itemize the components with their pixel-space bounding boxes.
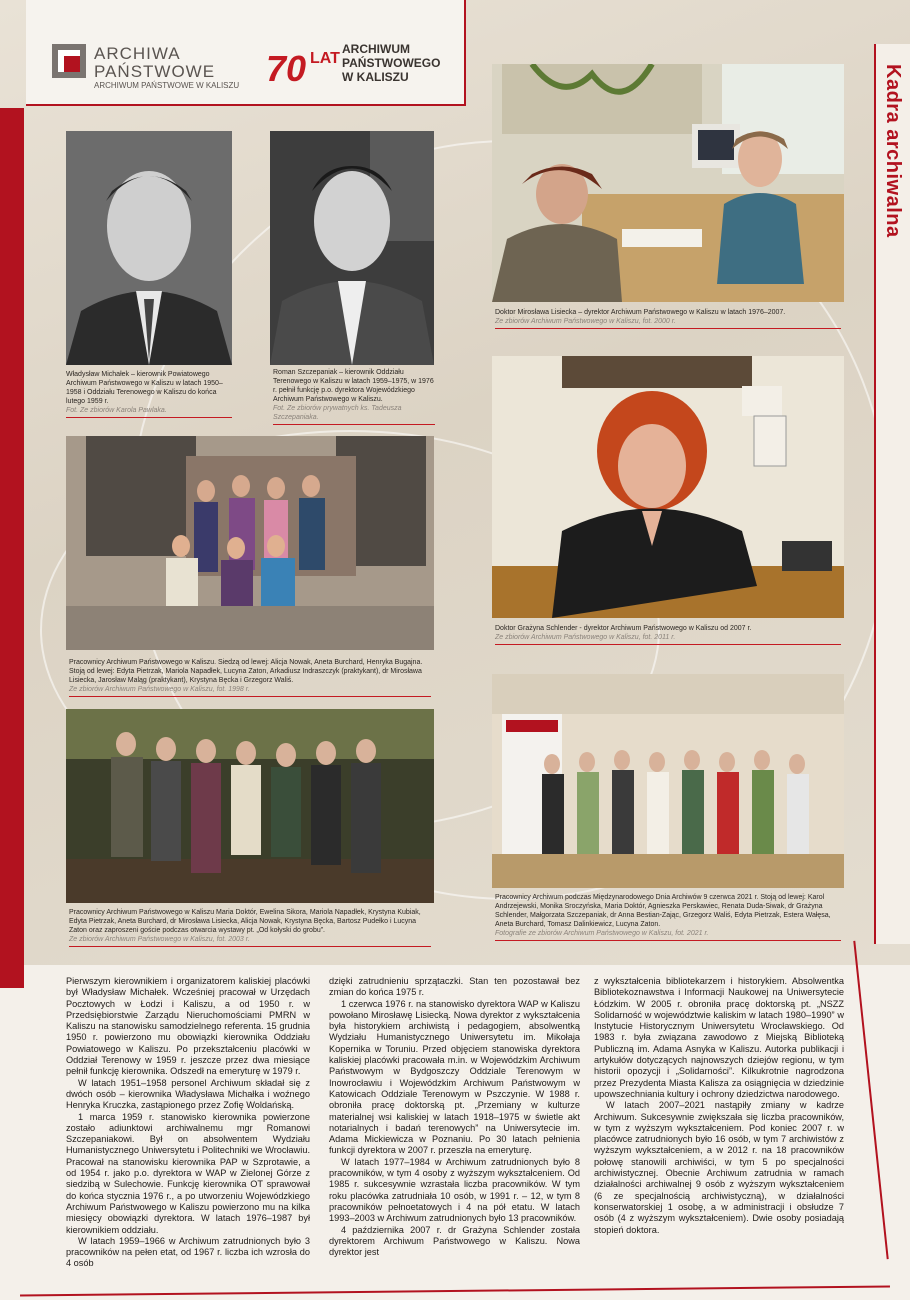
- article-paragraph: dzięki zatrudnieniu sprzątaczki. Stan ten pozostawał bez zmian do końca 1975 r.: [329, 976, 580, 998]
- archiwa-logo-icon: [52, 44, 86, 78]
- caption-text: Pracownicy Archiwum podczas Międzynarodowego Dnia Archiwów 9 czerwca 2021 r. Stoją od lewej: Karol Andrzejewski, Monika Sroczyńska, Maria Doktór, Agnieszka Perskawiec, Renata Duda-Siwak, dr Grażyna Schlender, Małgorzata Szczepaniak, dr Anna Bestian-Zając, Grzegorz Waliś, Edyta Pietrzak, Estera Wałęsa, Aneta Burchard, Tomasz Dalinkiewicz, Lucyna Zaton.: [495, 894, 831, 928]
- article-paragraph: 1 marca 1959 r. stanowisko kierownika powierzone zostało adiunktowi archiwalnemu mgr Romanowi Szczepaniakowi. Był on absolwentem Wydziału Humanistycznego Uniwersytetu i Politechniki we Wrocławiu. Pracował na stanowisku kierownika PAP w Szprotawie, a od 1954 r. jako p.o. dyrektora w WAP w Zielonej Górze z siedzibą w Sulechowie. Funkcję kierownika OT sprawował do końca stycznia 1976 r., a po utworzeniu Wojewódzkiego Archiwum Państwowego w Kaliszu powierzono mu na kilka miesięcy obowiązki dyrektora. W latach 1976–1987 był kierownikiem oddziału.: [66, 1111, 310, 1235]
- caption-text: Doktor Mirosława Lisiecka – dyrektor Archiwum Państwowego w Kaliszu w latach 1976–2007.: [495, 309, 786, 316]
- caption-source: Ze zbiorów Archiwum Państwowego w Kaliszu, fot. 2000 r.: [495, 318, 676, 325]
- caption-source: Fotografie ze zbiorów Archiwum Państwowego w Kaliszu, fot. 2021 r.: [495, 930, 709, 937]
- photo-michalek: [66, 131, 232, 365]
- article-paragraph: 1 czerwca 1976 r. na stanowisko dyrektora WAP w Kaliszu powołano Mirosławę Lisiecką. Nowa dyrektor z wykształcenia była historykiem archiwistą i pedagogiem, absolwentką Wydziału Humanistycznego Uniwersytetu im. Mikołaja Kopernika w Toruniu. Przed objęciem stanowiska dyrektora kaliskiej placówki pracowała m.in. w Wojewódzkim Archiwum Państwowym w Bydgoszczy Oddziale Terenowym w Inowrocławiu i Wojewódzkim Archiwum Państwowym w Katowicach Oddziale Terenowym w Pszczynie. W 1988 r. obroniła pracę doktorską pt. „Przemiany w kulturze materialnej wsi kaliskiej w latach 1918–1975 w świetle akt notarialnych i badań terenowych” na Uniwersytecie im. Adama Mickiewicza w Poznaniu. Po 30 latach pełnienia funkcji dyrektora w 2007 r. przeszła na emeryturę.: [329, 998, 580, 1156]
- photo-szczepaniak: [270, 131, 434, 365]
- caption-source: Fot. Ze zbiorów prywatnych ks. Tadeusza Szczepaniaka.: [273, 405, 402, 421]
- article-paragraph: W latach 1977–1984 w Archiwum zatrudnionych było 8 pracowników, w tym 4 osoby z wyższym wykształceniem. Od 1985 r. sukcesywnie wzrastała liczba pracowników. W tym roku placówka zatrudniała 10 osób, w 1991 r. – 12, w tym 8 pracowników pełnoetatowych i 4 na pół etatu. W latach 1993–2003 w Archiwum zatrudnionych było 13 pracowników.: [329, 1156, 580, 1224]
- anniversary-number: 70: [266, 48, 307, 89]
- section-title: Kadra archiwalna: [882, 64, 904, 238]
- caption-staff-2021: [495, 893, 841, 941]
- left-red-bar: [0, 108, 24, 988]
- photo-staff-2021: [492, 674, 844, 888]
- anniversary-line: PAŃSTWOWEGO: [342, 56, 441, 70]
- article-paragraph: Pierwszym kierownikiem i organizatorem kaliskiej placówki był Władysław Michałek. Wcześniej pracował w Urzędach Pocztowych w Łodzi i Kaliszu, a od 1950 r. w Przedsiębiorstwie Zarządu Nieruchomościami PMRN w Kaliszu na stanowisku samodzielnego referenta. 15 grudnia 1950 r. powierzono mu obowiązki kierownika Oddziału Powiatowego w Kaliszu. Po przekształceniu placówki w Oddział Terenowy w 1959 r. jeszcze przez dwa miesiące pełnił funkcję kierownika. Odszedł na emeryturę w 1979 r.: [66, 976, 310, 1077]
- photo-lisiecka: [492, 64, 844, 302]
- caption-schlender: [495, 624, 841, 645]
- article-paragraph: W latach 2007–2021 nastąpiły zmiany w kadrze Archiwum. Sukcesywnie zwiększała się liczba pracowników, w tym z wyższym wykształceniem. Pod koniec 2007 r. w placówce zatrudnionych było 16 osób, w tym 7 archiwistów z wyższym wykształceniem, a w 2012 r. na 18 pracowników połowę stanowili archiwiści, w tym 5 po specjalności archiwistycznej. Obecnie Archiwum zatrudnia w ramach działalności archiwalnej 9 osób z wyższym wykształceniem (6 ze specjalnością archiwistyczną), w działalności konserwatorskiej 1 osobę, a w administracji i obsłudze 7 osób (4 z wyższym wykształceniem). Dwie osoby posiadają stopień doktora.: [594, 1100, 844, 1235]
- caption-szczepaniak: [273, 368, 435, 425]
- logo-text: ARCHIWA: [94, 44, 181, 63]
- caption-source: Ze zbiorów Archiwum Państwowego w Kaliszu, fot. 2003 r.: [69, 936, 250, 943]
- photo-staff-1998: [66, 436, 434, 650]
- caption-text: Władysław Michałek – kierownik Powiatowego Archiwum Państwowego w Kaliszu w latach 1950–1958 i Oddziału Terenowego w Kaliszu do końca lutego 1959 r.: [66, 371, 223, 405]
- anniversary-line: ARCHIWUM: [342, 42, 410, 56]
- article-column-1: [66, 976, 310, 1270]
- caption-text: Doktor Grażyna Schlender - dyrektor Archiwum Państwowego w Kaliszu od 2007 r.: [495, 625, 752, 632]
- article-paragraph: 4 października 2007 r. dr Grażyna Schlender została dyrektorem Archiwum Państwowego w Kaliszu. Nowa dyrektor jest: [329, 1224, 580, 1258]
- caption-lisiecka: [495, 308, 841, 329]
- caption-text: Roman Szczepaniak – kierownik Oddziału Terenowego w Kaliszu w latach 1959–1975, w 1976 r. pełnił funkcję p.o. dyrektora Wojewódzkiego Archiwum Państwowego w Kaliszu.: [273, 369, 434, 403]
- caption-source: Ze zbiorów Archiwum Państwowego w Kaliszu, fot. 2011 r.: [495, 634, 676, 641]
- caption-text: Pracownicy Archiwum Państwowego w Kaliszu Maria Doktór, Ewelina Sikora, Mariola Napadłek, Krystyna Kubiak, Edyta Pietrzak, Aneta Burchard, dr Mirosława Lisiecka, Alicja Nowak, Krystyna Bęcka, Bartosz Pudełko i Lucyna Zaton oraz zaproszeni goście podczas otwarcia wystawy pt. „Od kołyski do grobu”.: [69, 909, 421, 934]
- article-paragraph: W latach 1951–1958 personel Archiwum składał się z dwóch osób – kierownika Władysława Michałka i woźnego Henryka Kruczka, zastąpionego przez Zofię Woldańską.: [66, 1077, 310, 1111]
- logo-subtitle: ARCHIWUM PAŃSTWOWE W KALISZU: [94, 81, 240, 90]
- header: [26, 0, 466, 106]
- anniversary-line: W KALISZU: [342, 70, 409, 84]
- logo-text: PAŃSTWOWE: [94, 62, 216, 81]
- caption-text: Pracownicy Archiwum Państwowego w Kaliszu. Siedzą od lewej: Alicja Nowak, Aneta Burchard, Henryka Bugajna. Stoją od lewej: Edyta Pietrzak, Mariola Napadłek, Lucyna Zaton, Arkadiusz Indraszczyk (praktykant), dr Mirosława Lisiecka, Jarosław Maląg (praktykant), Krystyna Bęcka i Grzegorz Waliś.: [69, 659, 423, 684]
- article-paragraph: W latach 1959–1966 w Archiwum zatrudnionych było 3 pracowników na pełen etat, od 1967 r. liczba ich wzrosła do 4 osób: [66, 1235, 310, 1269]
- caption-staff-2003: [69, 908, 431, 947]
- caption-source: Ze zbiorów Archiwum Państwowego w Kaliszu, fot. 1998 r.: [69, 686, 250, 693]
- anniversary-text: [342, 42, 440, 84]
- photo-schlender: [492, 356, 844, 618]
- caption-staff-1998: [69, 658, 431, 697]
- article-column-2: [329, 976, 580, 1258]
- caption-source: Fot. Ze zbiorów Karola Pawlaka.: [66, 407, 167, 414]
- anniversary-lat: LAT: [310, 50, 340, 67]
- photo-staff-2003: [66, 709, 434, 903]
- article-column-3: [594, 976, 844, 1236]
- caption-michalek: [66, 370, 232, 418]
- article-paragraph: z wykształcenia bibliotekarzem i historykiem. Absolwentka Bibliotekoznawstwa i Informacji Naukowej na Uniwersytecie Łódzkim. W 2005 r. obroniła pracę doktorską pt. „NSZZ Solidarność w województwie kaliskim w latach 1980–1990” w Instytucie Historycznym Uniwersytetu Wrocławskiego. Od 1983 r. była związana zawodowo z Miejską Biblioteką Publiczną im. Adama Asnyka w Kaliszu. Autorka publikacji i artykułów dotyczących najnowszych dziejów regionu, w tym historii opozycji i „Solidarności”. Kilkukrotnie nagrodzona przez Prezydenta Miasta Kalisza za osiągnięcia w dziedzinie upowszechniania kultury i ochrony dziedzictwa narodowego.: [594, 976, 844, 1099]
